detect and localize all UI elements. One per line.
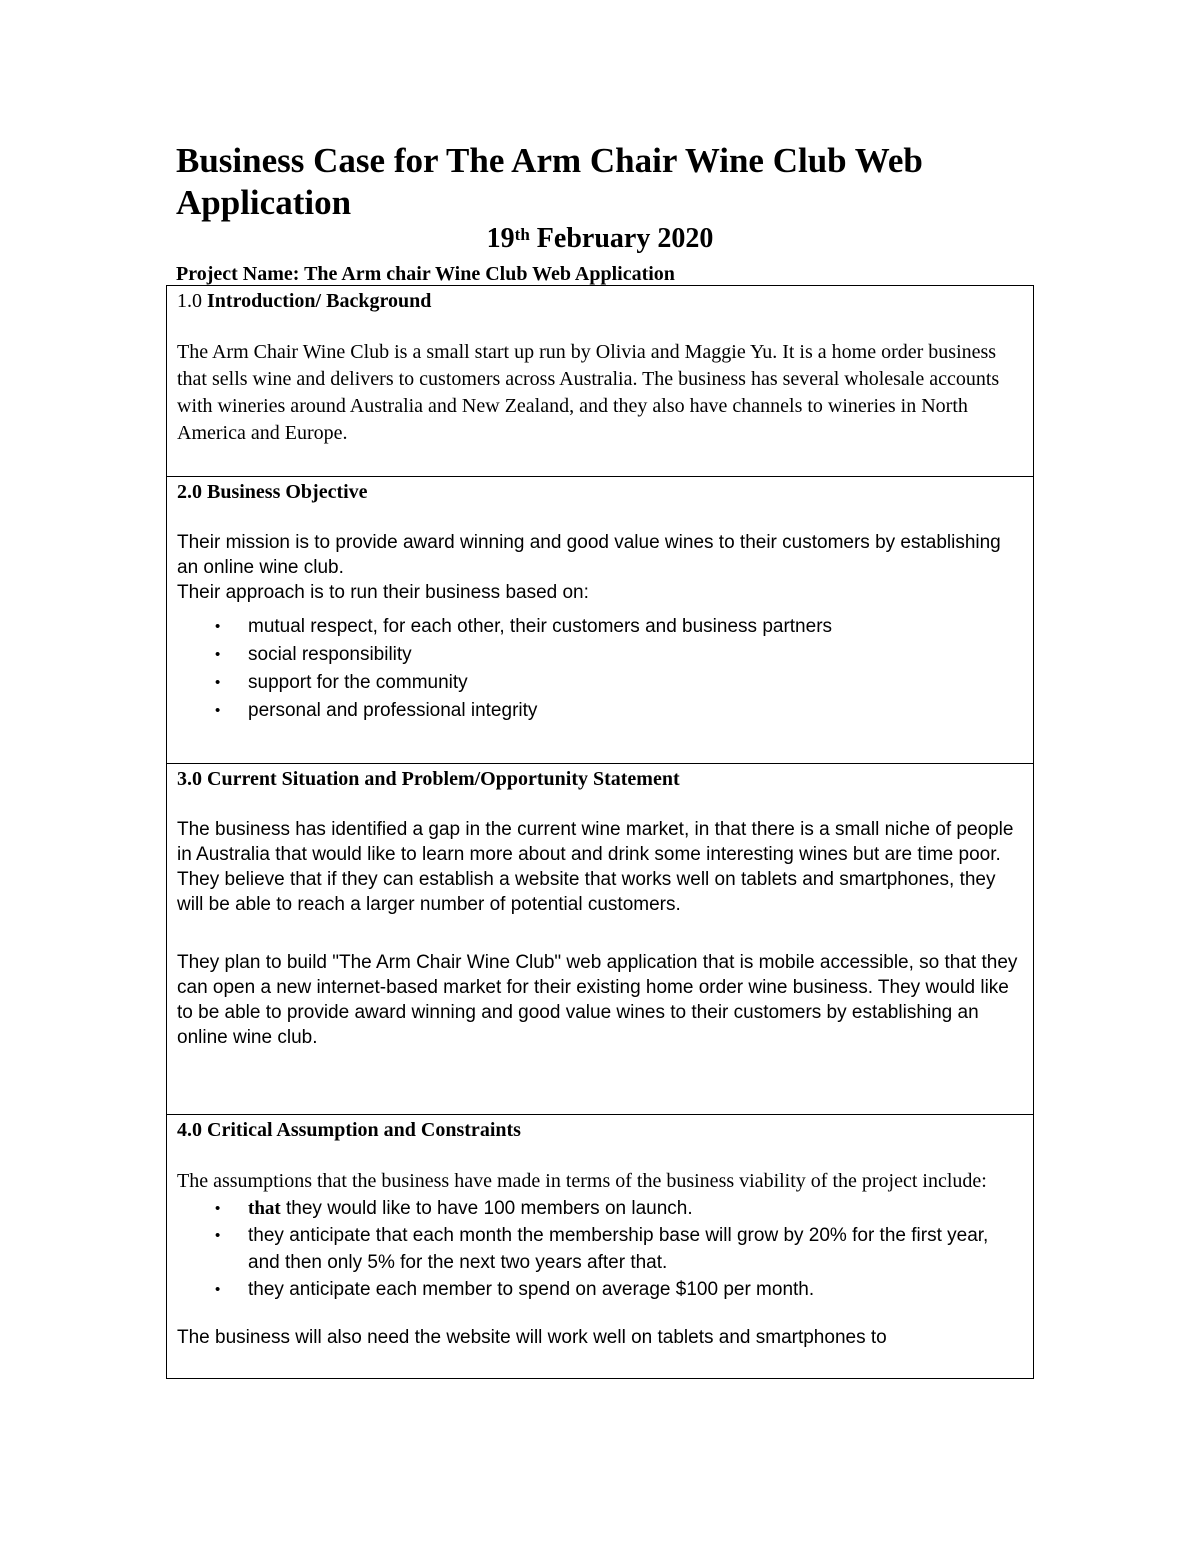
date-suffix: th [514, 225, 530, 244]
list-item: • social responsibility [248, 641, 1023, 669]
section-current-situation [167, 764, 1033, 1115]
section-heading: 3.0 Current Situation and Problem/Opportunity Statement [177, 768, 680, 790]
section-body: The business will also need the website will work well on tablets and smartphones to [177, 1327, 887, 1348]
section-introduction [167, 286, 1033, 477]
bullet-icon: • [215, 1227, 221, 1244]
bullet-list [177, 613, 1023, 725]
date-month-year: February 2020 [529, 223, 714, 254]
section-business-objective [167, 477, 1033, 764]
document-date [166, 222, 1034, 256]
section-body: They plan to build "The Arm Chair Wine Club" web application that is mobile accessible, so that they can open a new internet-based market for their existing home order wine business. They would like to be able to provide award winning and good value wines to their customers by establishing an online wine club. [177, 952, 1018, 1048]
list-item: • they anticipate each member to spend on average $100 per month. [248, 1276, 1023, 1303]
bullet-icon: • [215, 618, 221, 635]
bullet-icon: • [215, 702, 221, 719]
bullet-list [177, 1195, 1023, 1303]
list-item: • support for the community [248, 669, 1023, 697]
section-number: 1.0 [177, 290, 207, 312]
section-body: Their mission is to provide award winning and good value wines to their customers by establishing an online wine club. [177, 532, 1001, 578]
list-item: • that they would like to have 100 members on launch. [248, 1195, 1023, 1222]
project-name: Project Name: The Arm chair Wine Club Web Application [176, 263, 675, 285]
date-day: 19 [486, 223, 515, 254]
document-title: Business Case for The Arm Chair Wine Club Web Application [176, 141, 923, 222]
list-item: • mutual respect, for each other, their customers and business partners [248, 613, 1023, 641]
section-body: The business has identified a gap in the current wine market, in that there is a small niche of people in Australia that would like to learn more about and drink some interesting wines but are time poor. They believe that if they can establish a website that works well on tablets and smartphones, they will be able to reach a larger number of potential customers. [177, 819, 1014, 915]
list-item: • personal and professional integrity [248, 697, 1023, 725]
list-item: • they anticipate that each month the membership base will grow by 20% for the first year, and then only 5% for the next two years after that. [248, 1222, 1023, 1276]
bullet-icon: • [215, 674, 221, 691]
section-body: The assumptions that the business have made in terms of the business viability of the project include: [177, 1170, 987, 1192]
section-body: The Arm Chair Wine Club is a small start up run by Olivia and Maggie Yu. It is a home order business that sells wine and delivers to customers across Australia. The business has several wholesale accounts with wineries around Australia and New Zealand, and they also have channels to wineries in North America and Europe. [177, 341, 1000, 444]
bullet-icon: • [215, 1200, 221, 1217]
section-body: Their approach is to run their business based on: [177, 582, 589, 603]
section-heading [177, 287, 1023, 315]
sections-table [166, 285, 1034, 1379]
bullet-icon: • [215, 646, 221, 663]
section-critical-assumptions [167, 1115, 1033, 1379]
section-heading: 2.0 Business Objective [177, 481, 368, 503]
section-title: Introduction/ Background [207, 290, 432, 312]
section-heading: 4.0 Critical Assumption and Constraints [177, 1119, 521, 1141]
bullet-icon: • [215, 1281, 221, 1298]
